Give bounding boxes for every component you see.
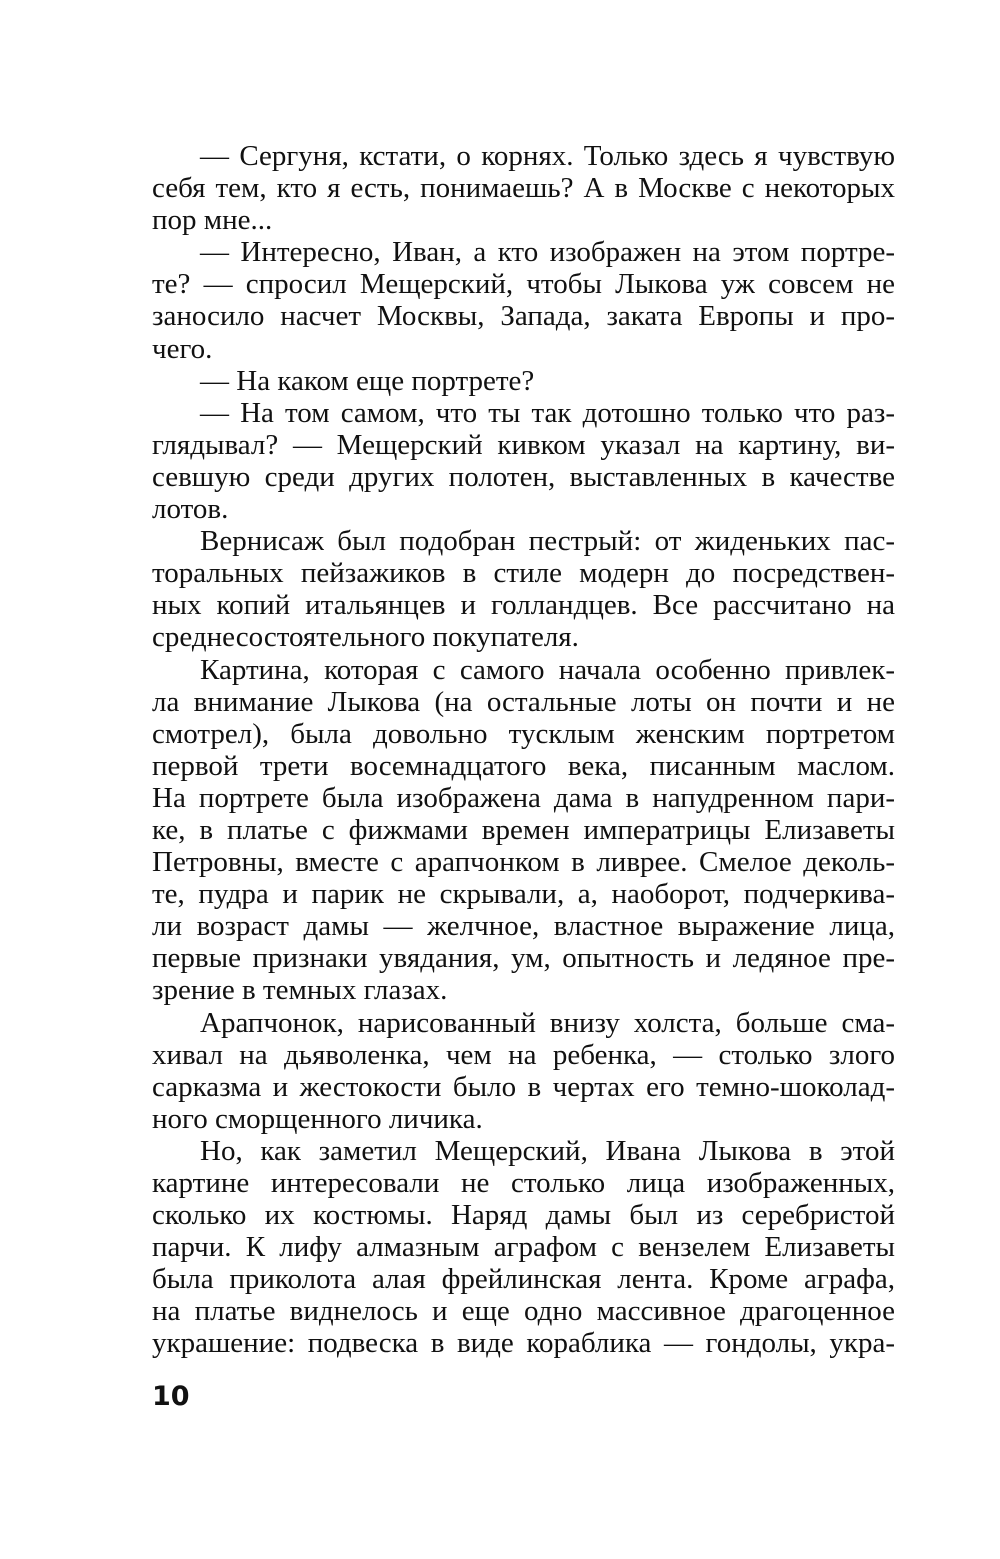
text-line: ла внимание Лыкова (на остальные лоты он почти и не bbox=[152, 685, 895, 718]
text-line: — Сергуня, кстати, о корнях. Только здесь я чувствую bbox=[200, 140, 895, 172]
text-line: украшение: подвеска в виде кораблика — гондолы, укра- bbox=[152, 1327, 895, 1360]
text-line: севшую среди других полотен, выставленных в качестве bbox=[152, 460, 895, 493]
text-line: сарказма и жестокости было в чертах его темно-шоколад- bbox=[152, 1070, 895, 1103]
text-line: первые признаки увядания, ум, опытность и ледяное пре- bbox=[152, 942, 895, 975]
text-line: Петровны, вместе с арапчонком в ливрее. Смелое деколь- bbox=[152, 846, 895, 879]
text-line: Картина, которая с самого начала особенно привлек- bbox=[200, 653, 895, 686]
text-line: картине интересовали не столько лица изображенных, bbox=[152, 1167, 895, 1199]
body-text bbox=[152, 140, 895, 1360]
text-line: среднесостоятельного покупателя. bbox=[152, 621, 579, 654]
text-line: лотов. bbox=[152, 493, 229, 526]
text-line: чего. bbox=[152, 332, 213, 365]
text-line: сколько их костюмы. Наряд дамы был из серебристой bbox=[152, 1199, 895, 1232]
text-line: была приколота алая фрейлинская лента. Кроме аграфа, bbox=[152, 1263, 895, 1296]
page-number: 10 bbox=[152, 1381, 190, 1412]
text-line: хивал на дьяволенка, чем на ребенка, — столько злого bbox=[152, 1038, 895, 1071]
text-line: зрение в темных глазах. bbox=[152, 974, 448, 1007]
text-line: — На каком еще портрете? bbox=[200, 364, 535, 397]
text-line: на платье виднелось и еще одно массивное драгоценное bbox=[152, 1295, 895, 1328]
text-line: себя тем, кто я есть, понимаешь? А в Москве с некоторых bbox=[152, 172, 895, 205]
text-line: ного сморщенного личика. bbox=[152, 1102, 483, 1135]
text-line: торальных пейзажиков в стиле модерн до посредствен- bbox=[152, 557, 895, 590]
text-line: глядывал? — Мещерский кивком указал на картину, ви- bbox=[152, 428, 895, 461]
text-line: ли возраст дамы — желчное, властное выражение лица, bbox=[152, 910, 895, 943]
text-line: ных копий итальянцев и голландцев. Все рассчитано на bbox=[152, 589, 895, 622]
text-line: Вернисаж был подобран пестрый: от жиденьких пас- bbox=[200, 525, 895, 558]
text-line: те? — спросил Мещерский, чтобы Лыкова уж совсем не bbox=[152, 268, 895, 301]
text-line: те, пудра и парик не скрывали, а, наоборот, подчеркива- bbox=[152, 878, 895, 911]
text-line: ке, в платье с фижмами времен императрицы Елизаветы bbox=[152, 813, 895, 846]
text-line: заносило насчет Москвы, Запада, заката Европы и про- bbox=[152, 300, 895, 333]
text-line: — На том самом, что ты так дотошно только что раз- bbox=[200, 396, 895, 429]
text-line: парчи. К лифу алмазным аграфом с вензелем Елизаветы bbox=[152, 1231, 895, 1264]
text-line: пор мне... bbox=[152, 204, 273, 237]
text-line: смотрел), была довольно тусклым женским портретом bbox=[152, 717, 895, 750]
text-line: На портрете была изображена дама в напудренном пари- bbox=[152, 781, 895, 814]
text-line: Но, как заметил Мещерский, Ивана Лыкова в этой bbox=[200, 1134, 895, 1167]
text-line: Арапчонок, нарисованный внизу холста, больше сма- bbox=[200, 1006, 895, 1039]
text-line: первой трети восемнадцатого века, писанным маслом. bbox=[152, 749, 895, 782]
text-line: — Интересно, Иван, а кто изображен на этом портре- bbox=[200, 236, 895, 269]
